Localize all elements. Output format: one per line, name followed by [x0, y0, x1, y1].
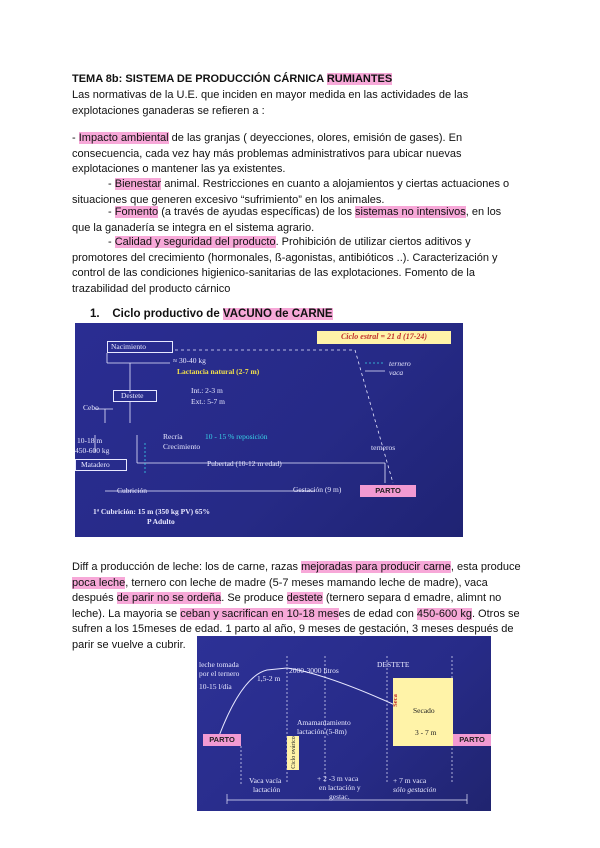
page-title — [72, 72, 392, 88]
label-secado: Secado — [413, 706, 435, 715]
hl-impacto: Impacto ambiental — [78, 132, 169, 144]
intro-paragraph: Las normativas de la U.E. que inciden en mayor medida en las actividades de las explotaciones ganaderas se refieren a : — [72, 89, 469, 117]
label-matadero: Matadero — [81, 460, 110, 469]
label-ciclo-ovarico: Ciclo ovárico — [290, 736, 297, 769]
label-reposicion: 10 - 15 % reposición — [205, 432, 268, 441]
label-pico: 1,5-2 m — [257, 674, 281, 683]
label-prenada-3: gestac. — [329, 792, 350, 801]
label-secado-meses: 3 - 7 m — [415, 728, 437, 737]
box-parto-left: PARTO — [203, 734, 241, 746]
box-ciclo-estral: Ciclo estral = 21 d (17-24) — [317, 331, 451, 344]
label-prenada-2: en lactación y — [319, 783, 361, 792]
bullet-bienestar: - Bienestar animal. Restricciones en cuanto a alojamientos y ciertas actuaciones o situaciones que generen excesivo “sufrimiento” en los animales. — [72, 178, 510, 206]
label-ext: Ext.: 5-7 m — [191, 397, 225, 406]
label-gestacion: Gestación (9 m) — [293, 485, 342, 494]
title-text: TEMA 8b: SISTEMA DE PRODUCCIÓN CÁRNICA — [72, 73, 327, 85]
box-parto: PARTO — [360, 485, 416, 497]
hl-destete: destete — [286, 592, 323, 604]
label-gest-1: + 7 m vaca — [393, 776, 427, 785]
legend-vaca: vaca — [389, 368, 404, 377]
section-heading: 1. Ciclo productivo de VACUNO de CARNE — [90, 308, 333, 320]
bullet-impacto: - Impacto ambiental de las granjas ( deyecciones, olores, emisión de gases). En consecuencia, cada vez hay más problemas administrativos para ubicar nuevas explotaciones o mantener las ya existentes. — [72, 132, 463, 175]
label-leche-3: 10-15 l/día — [199, 682, 232, 691]
label-leche-1: leche tomada — [199, 660, 239, 669]
label-amamantamiento: Amamantamiento — [297, 718, 351, 727]
legend-ternero: ternero — [389, 359, 411, 368]
label-crecimiento: Crecimiento — [163, 442, 201, 451]
label-vacia-2: lactación — [253, 785, 281, 794]
hl-calidad: Calidad y seguridad del producto — [114, 236, 276, 248]
hl-sistemas: sistemas no intensivos — [355, 206, 466, 218]
figure-lactacion — [197, 636, 491, 811]
hl-mejoradas: mejoradas para producir carne — [301, 561, 451, 573]
label-recria: Recría — [163, 432, 183, 441]
label-litros: 2000-3000 litros — [289, 666, 339, 675]
hl-fomento: Fomento — [114, 206, 159, 218]
label-cebo-edad: 10-18 m — [77, 436, 103, 445]
label-cebo: Cebo — [83, 403, 99, 412]
label-peso-nac: ≈ 30-40 kg — [173, 356, 206, 365]
label-int: Int.: 2-3 m — [191, 386, 223, 395]
bullet-fomento: - Fomento (a través de ayudas específicas) de los sistemas no intensivos, en los que la ganadería se integra en el sistema agrario. — [72, 206, 502, 234]
label-nacimiento: Nacimiento — [111, 342, 146, 351]
bullet-calidad: - Calidad y seguridad del producto. Prohibición de utilizar ciertos aditivos y promotores del crecimiento (hormonales, ß-agonistas, antibióticos ..). Caracterización y control de las condiciones higienico-sanitarias de las explotaciones. Fomento de la trazabilidad del producto cárnico — [72, 236, 498, 295]
hl-peso: 450-600 kg — [416, 607, 472, 620]
label-vacia-1: Vaca vacía — [249, 776, 282, 785]
label-lactancia: Lactancia natural (2-7 m) — [177, 367, 260, 376]
label-terneros: terneros — [371, 443, 396, 452]
label-p-adulto: P Adulto — [147, 517, 175, 526]
label-lactacion: lactación (5-8m) — [297, 727, 347, 736]
label-seca: Seca — [391, 694, 399, 707]
label-cubricion: Cubrición — [117, 486, 147, 495]
label-pubertad: Pubertad (10-12 m edad) — [207, 459, 282, 468]
hl-poca-leche: poca leche — [72, 576, 126, 589]
label-prenada-1: + 2 -3 m vaca — [317, 774, 359, 783]
label-destete-2: DESTETE — [377, 660, 410, 669]
label-destete: Destete — [121, 391, 144, 400]
figure-ciclo-vacuno — [75, 323, 463, 537]
figure1-lines — [75, 323, 463, 537]
label-leche-2: por el ternero — [199, 669, 240, 678]
title-highlight: RUMIANTES — [326, 73, 393, 85]
hl-ceban: ceban y sacrifican en 10-18 mes — [180, 607, 339, 620]
paragraph-diferencias: Diff a producción de leche: los de carne, razas mejoradas para producir carne, esta produce poca leche, ternero con leche de madre (5-7 meses mamando leche de madre), vaca después de parir no se ordeña. Se produce destete (ternero separa d emadre, alimnt no leche). La mayoria se ceban y sacrifican en 10-18 meses de edad con 450-600 kg. Otros se sufren a los 15meses de edad. 1 parto al año, 9 meses de gestación, 3 meses después de parir se vuelve a cubrir. — [72, 561, 521, 651]
box-parto-right: PARTO — [453, 734, 491, 746]
label-primera-cubricion: 1ª Cubrición: 15 m (350 kg PV) 65% — [93, 507, 211, 516]
hl-bienestar: Bienestar — [114, 178, 162, 190]
hl-no-ordena: de parir no se ordeña — [116, 592, 222, 604]
section-highlight: VACUNO de CARNE — [222, 308, 333, 320]
label-gest-2: sólo gestación — [393, 785, 437, 794]
label-cebo-peso: 450-600 kg — [75, 446, 110, 455]
